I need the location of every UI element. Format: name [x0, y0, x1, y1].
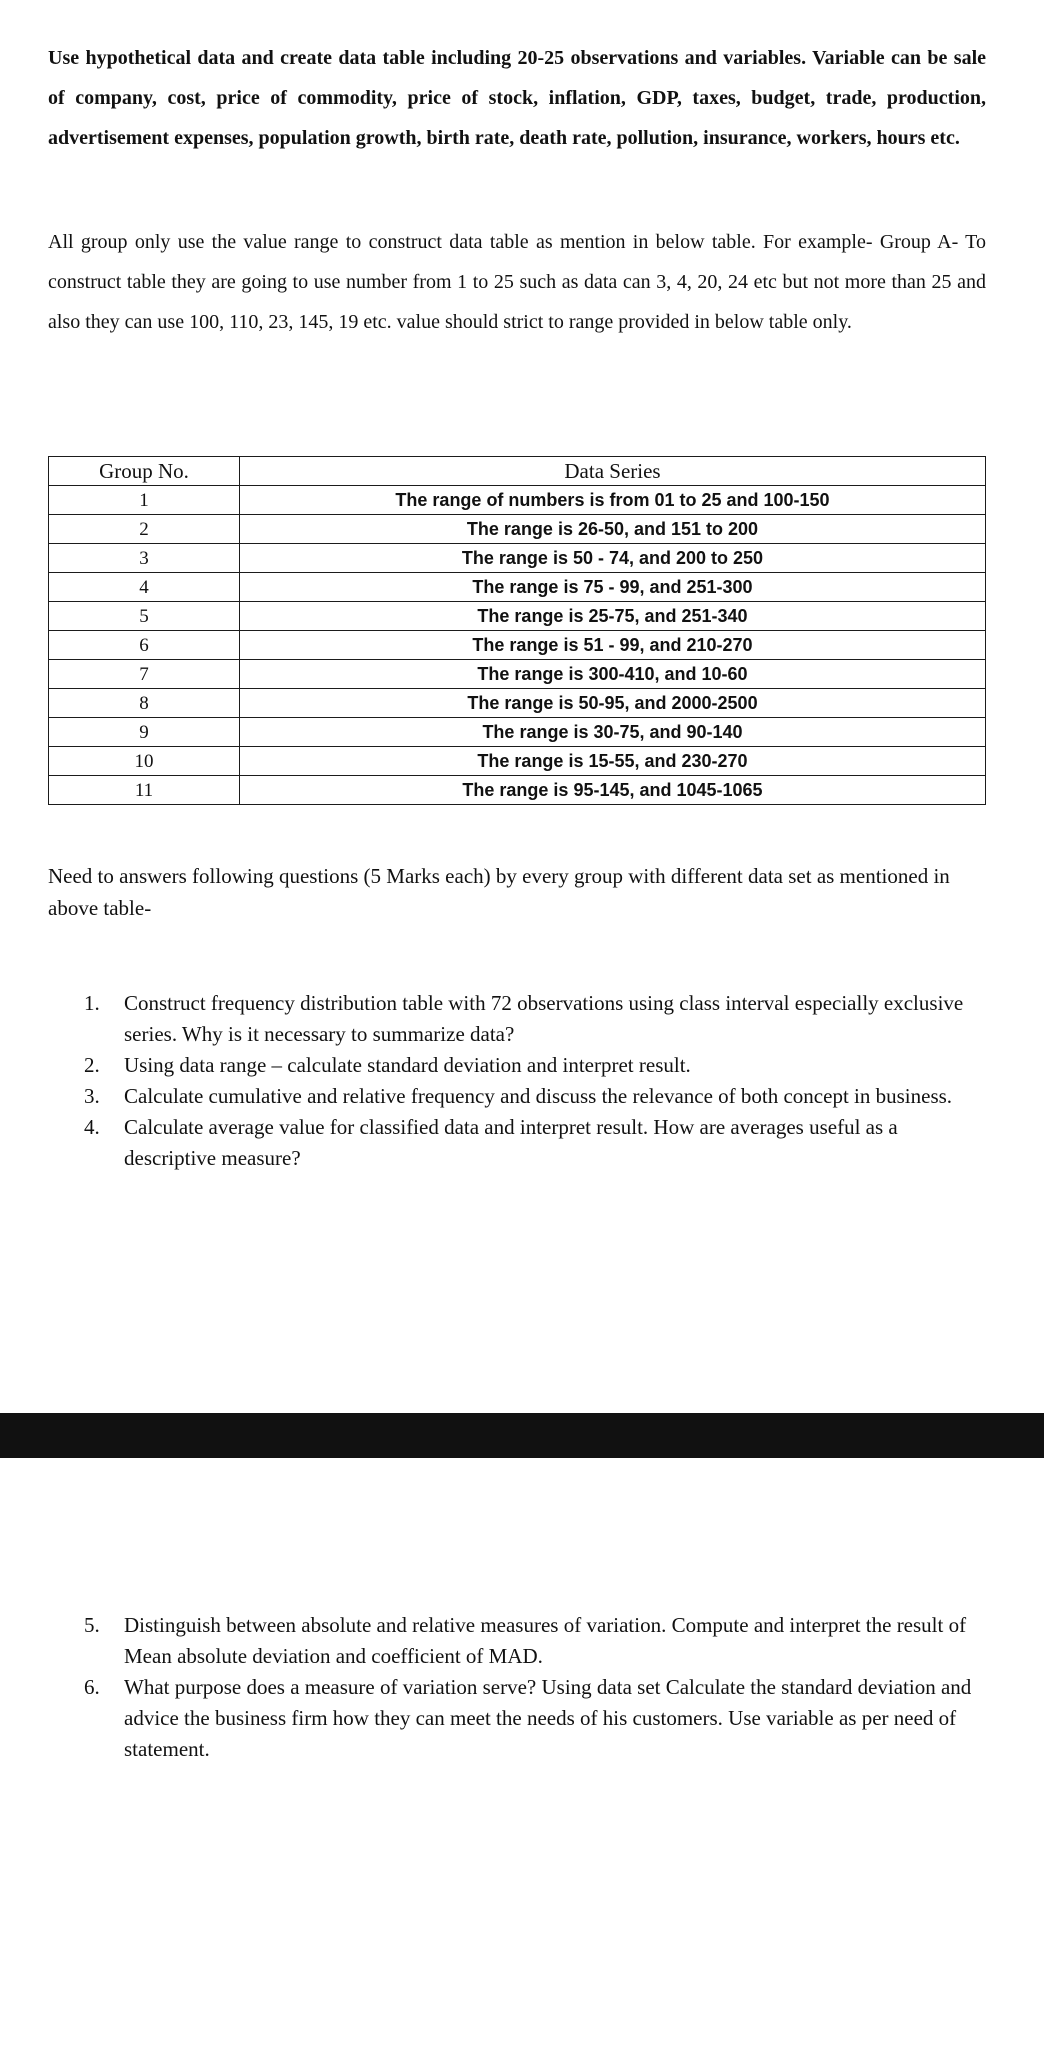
question-number: 4. [84, 1115, 100, 1139]
question-list-part-2 [84, 1610, 986, 1765]
question-item [84, 1610, 986, 1672]
group-number: 4 [49, 573, 240, 602]
table-row [49, 689, 986, 718]
group-number: 10 [49, 747, 240, 776]
question-text: Using data range – calculate standard deviation and interpret result. [124, 1053, 691, 1077]
data-series: The range is 300-410, and 10-60 [240, 660, 986, 689]
group-number: 6 [49, 631, 240, 660]
header-data-series: Data Series [240, 457, 986, 486]
question-item [84, 1672, 986, 1765]
question-item [84, 1050, 986, 1081]
group-range-table [48, 456, 986, 805]
group-number: 2 [49, 515, 240, 544]
table-header-row [49, 457, 986, 486]
table-row [49, 660, 986, 689]
question-list-part-1 [84, 988, 986, 1174]
table-row [49, 573, 986, 602]
question-text: Calculate average value for classified data and interpret result. How are averages useful as a descriptive measure? [124, 1115, 898, 1170]
data-series: The range is 26-50, and 151 to 200 [240, 515, 986, 544]
page-divider-band [0, 1413, 1044, 1458]
data-series: The range is 50-95, and 2000-2500 [240, 689, 986, 718]
question-item [84, 1112, 986, 1174]
group-number: 9 [49, 718, 240, 747]
question-text: Construct frequency distribution table with 72 observations using class interval especially exclusive series. Why is it necessary to summarize data? [124, 991, 964, 1046]
table-row [49, 515, 986, 544]
question-item [84, 1081, 986, 1112]
group-number: 3 [49, 544, 240, 573]
table-row [49, 747, 986, 776]
data-series: The range is 75 - 99, and 251-300 [240, 573, 986, 602]
question-number: 2. [84, 1053, 100, 1077]
data-series: The range is 25-75, and 251-340 [240, 602, 986, 631]
question-text: Distinguish between absolute and relative measures of variation. Compute and interpret the result of Mean absolute deviation and coefficient of MAD. [124, 1613, 967, 1668]
questions-intro-text: Need to answers following questions (5 Marks each) by every group with different data set as mentioned in above table- [48, 864, 950, 920]
header-group-no: Group No. [49, 457, 240, 486]
group-number: 11 [49, 776, 240, 805]
table-row [49, 602, 986, 631]
table-row [49, 544, 986, 573]
table-row [49, 718, 986, 747]
table-row [49, 631, 986, 660]
data-series: The range is 95-145, and 1045-1065 [240, 776, 986, 805]
question-item [84, 988, 986, 1050]
group-number: 1 [49, 486, 240, 515]
data-series: The range is 51 - 99, and 210-270 [240, 631, 986, 660]
question-text: What purpose does a measure of variation serve? Using data set Calculate the standard deviation and advice the business firm how they can meet the needs of his customers. Use variable as per need of statement. [124, 1675, 972, 1761]
intro-instruction-paragraph: All group only use the value range to construct data table as mention in below table. For example- Group A- To construct table they are going to use number from 1 to 25 such as data can 3, 4, 20, 24 etc but not more than 25 and also they can use 100, 110, 23, 145, 19 etc. value should strict to range provided in below table only. [48, 231, 986, 333]
group-number: 5 [49, 602, 240, 631]
group-number: 7 [49, 660, 240, 689]
group-number: 8 [49, 689, 240, 718]
intro-bold-paragraph: Use hypothetical data and create data table including 20-25 observations and variables. Variable can be sale of company, cost, price of commodity, price of stock, inflation, GDP, taxes, budget, trade, production, advertisement expenses, population growth, birth rate, death rate, pollution, insurance, workers, hours etc. [48, 47, 986, 149]
table-row [49, 486, 986, 515]
data-series: The range is 15-55, and 230-270 [240, 747, 986, 776]
data-series: The range of numbers is from 01 to 25 and 100-150 [240, 486, 986, 515]
question-number: 5. [84, 1613, 100, 1637]
data-series: The range is 30-75, and 90-140 [240, 718, 986, 747]
question-number: 1. [84, 991, 100, 1015]
question-text: Calculate cumulative and relative frequency and discuss the relevance of both concept in business. [124, 1084, 953, 1108]
question-number: 3. [84, 1084, 100, 1108]
question-number: 6. [84, 1675, 100, 1699]
data-series: The range is 50 - 74, and 200 to 250 [240, 544, 986, 573]
table-row [49, 776, 986, 805]
